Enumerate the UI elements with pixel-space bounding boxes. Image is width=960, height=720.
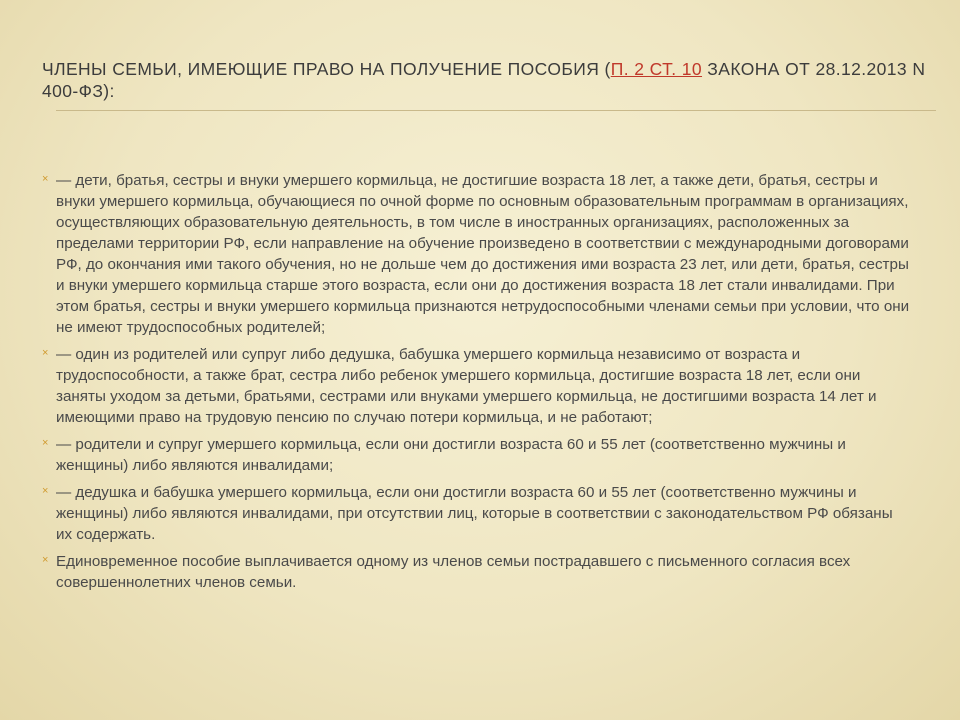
list-item-text: — дети, братья, сестры и внуки умершего кормильца, не достигшие возраста 18 лет, а также дети, братья, сестры и внуки умершего кормильца, обучающиеся по очной форме по основным образовательным программам в организациях, осуществляющих образовательную деятельность, в том числе в иностранных организациях, расположенных за пределами территории РФ, если направление на обучение произведено в соответствии с международными договорами РФ, до окончания ими такого обучения, но не дольше чем до достижения ими возраста 23 лет, или дети, братья, сестры и внуки умершего кормильца старше этого возраста, если они до достижения возраста 18 лет стали инвалидами. При этом братья, сестры и внуки умершего кормильца признаются нетрудоспособными членами семьи при условии, что они не имеют трудоспособных родителей; (56, 172, 910, 336)
cross-bullet-icon: × (42, 173, 49, 185)
title-suffix: ЗАКОНА ОТ 28.12.2013 N 400-ФЗ): (42, 59, 926, 101)
title-prefix: ЧЛЕНЫ СЕМЬИ, ИМЕЮЩИЕ ПРАВО НА ПОЛУЧЕНИЕ ПОСОБИЯ ( (42, 59, 611, 79)
title-divider (56, 110, 936, 111)
bullet-list (42, 170, 912, 599)
list-item (42, 344, 912, 428)
slide-title (42, 58, 942, 102)
list-item-text: Единовременное пособие выплачивается одному из членов семьи пострадавшего с письменного согласия всех совершеннолетних членов семьи. (56, 553, 851, 591)
list-item (42, 434, 912, 476)
cross-bullet-icon: × (42, 554, 49, 566)
list-item (42, 482, 912, 545)
law-article-link[interactable]: П. 2 СТ. 10 (610, 59, 703, 79)
cross-bullet-icon: × (42, 347, 49, 359)
cross-bullet-icon: × (42, 437, 49, 449)
cross-bullet-icon: × (42, 485, 49, 497)
list-item (42, 551, 912, 593)
list-item-text: — один из родителей или супруг либо дедушка, бабушка умершего кормильца независимо от возраста и трудоспособности, а также брат, сестра либо ребенок умершего кормильца, достигшие возраста 18 лет, если они заняты уходом за детьми, братьями, сестрами или внуками умершего кормильца, не достигшими возраста 14 лет и имеющими право на трудовую пенсию по случаю потери кормильца, и не работают; (56, 346, 877, 426)
list-item (42, 170, 912, 338)
list-item-text: — родители и супруг умершего кормильца, если они достигли возраста 60 и 55 лет (соответственно мужчины и женщины) либо являются инвалидами; (56, 436, 846, 474)
list-item-text: — дедушка и бабушка умершего кормильца, если они достигли возраста 60 и 55 лет (соответственно мужчины и женщины) либо являются инвалидами, при отсутствии лиц, которые в соответствии с законодательством РФ обязаны их содержать. (56, 484, 893, 543)
